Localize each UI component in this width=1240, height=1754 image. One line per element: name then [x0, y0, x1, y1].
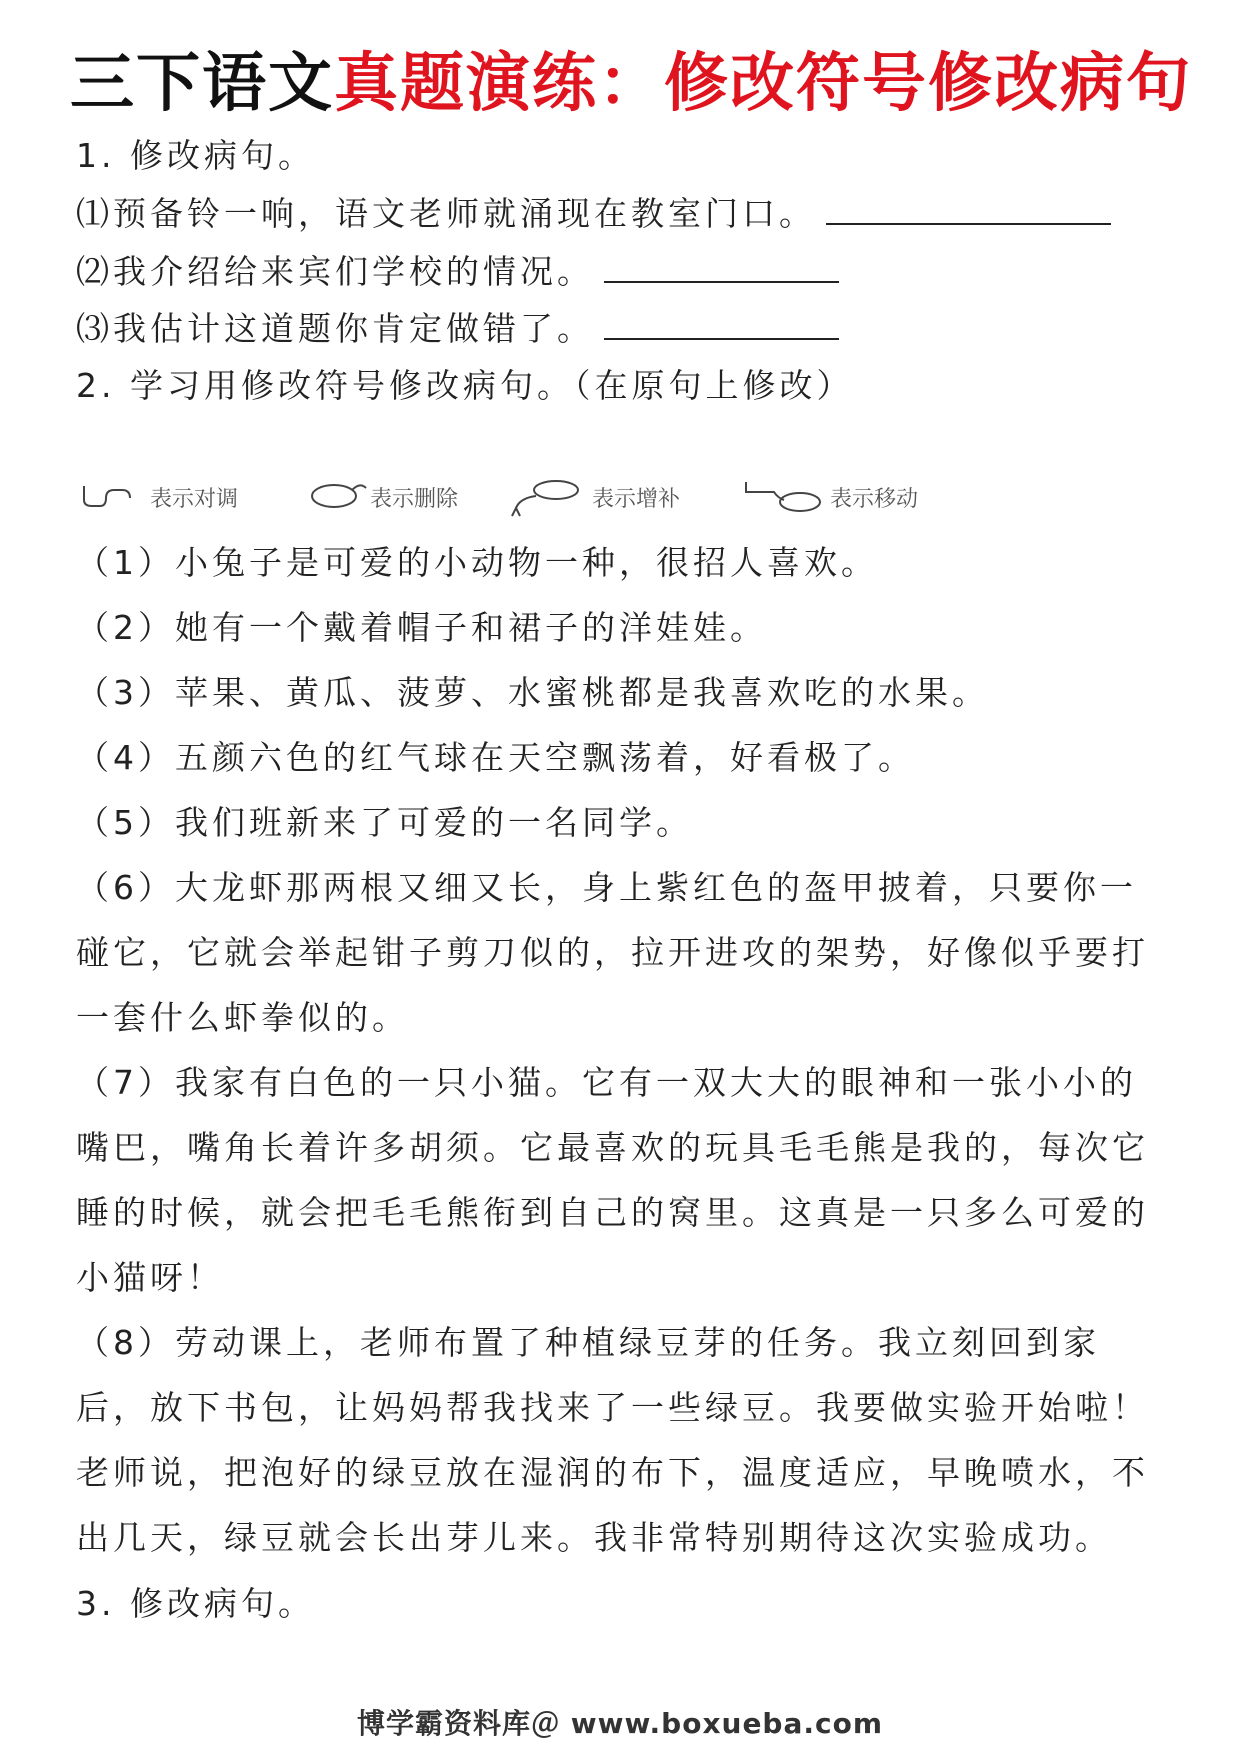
- correction-symbol-legend: [80, 478, 980, 518]
- section1-heading: 1. 修改病句。: [76, 136, 315, 175]
- section2-item-1: （1）小兔子是可爱的小动物一种，很招人喜欢。: [76, 543, 878, 582]
- insert-mark-icon: [508, 478, 588, 518]
- section2-item-6: （6）大龙虾那两根又细又长，身上紫红色的盔甲披着，只要你一碰它，它就会举起钳子剪刀似的，拉开进攻的架势，好像似乎要打一套什么虾拳似的。: [76, 868, 1149, 1037]
- section1-item-1: [76, 192, 1111, 236]
- section2-item-5: （5）我们班新来了可爱的一名同学。: [76, 803, 693, 842]
- section2-item-7: （7）我家有白色的一只小猫。它有一双大大的眼神和一张小小的嘴巴，嘴角长着许多胡须。它最喜欢的玩具毛毛熊是我的，每次它睡的时候，就会把毛毛熊衔到自己的窝里。这真是一只多么可爱的小猫呀！: [76, 1063, 1149, 1297]
- delete-mark-icon: [308, 478, 368, 512]
- legend-insert-label: 表示增补: [592, 487, 681, 512]
- answer-blank-3[interactable]: [604, 308, 839, 340]
- section2-item-3: （3）苹果、黄瓜、菠萝、水蜜桃都是我喜欢吃的水果。: [76, 673, 989, 712]
- section1-item-3: [76, 307, 839, 351]
- footer-watermark: 博学霸资料库＠ www.boxueba.com: [356, 1707, 884, 1740]
- section2-heading: 2. 学习用修改符号修改病句。（在原句上修改）: [76, 366, 854, 405]
- section2-item-4: （4）五颜六色的红气球在天空飘荡着，好看极了。: [76, 738, 915, 777]
- section1-item-2: [76, 250, 839, 294]
- page-title: [70, 44, 1192, 124]
- title-topic: 真题演练：修改符号修改病句: [334, 47, 1192, 121]
- answer-blank-2[interactable]: [604, 251, 839, 283]
- section3-heading: 3. 修改病句。: [76, 1584, 315, 1623]
- title-subject: 三下语文: [70, 47, 334, 121]
- legend-move-label: 表示移动: [830, 487, 919, 512]
- swap-mark-icon: [80, 478, 140, 512]
- move-mark-icon: [744, 478, 824, 518]
- section2-item-8: （8）劳动课上，老师布置了种植绿豆芽的任务。我立刻回到家后，放下书包，让妈妈帮我找来了一些绿豆。我要做实验开始啦！老师说，把泡好的绿豆放在湿润的布下，温度适应，早晚喷水，不出几天，绿豆就会长出芽儿来。我非常特别期待这次实验成功。: [76, 1323, 1149, 1557]
- legend-swap-label: 表示对调: [150, 487, 239, 512]
- section1-item-2-text: ⑵我介绍给来宾们学校的情况。: [76, 252, 594, 291]
- section1-item-1-text: ⑴预备铃一响，语文老师就涌现在教室门口。: [76, 194, 816, 233]
- section1-item-3-text: ⑶我估计这道题你肯定做错了。: [76, 309, 594, 348]
- section2-item-2: （2）她有一个戴着帽子和裙子的洋娃娃。: [76, 608, 767, 647]
- answer-blank-1[interactable]: [826, 193, 1111, 225]
- legend-delete-label: 表示删除: [370, 487, 459, 512]
